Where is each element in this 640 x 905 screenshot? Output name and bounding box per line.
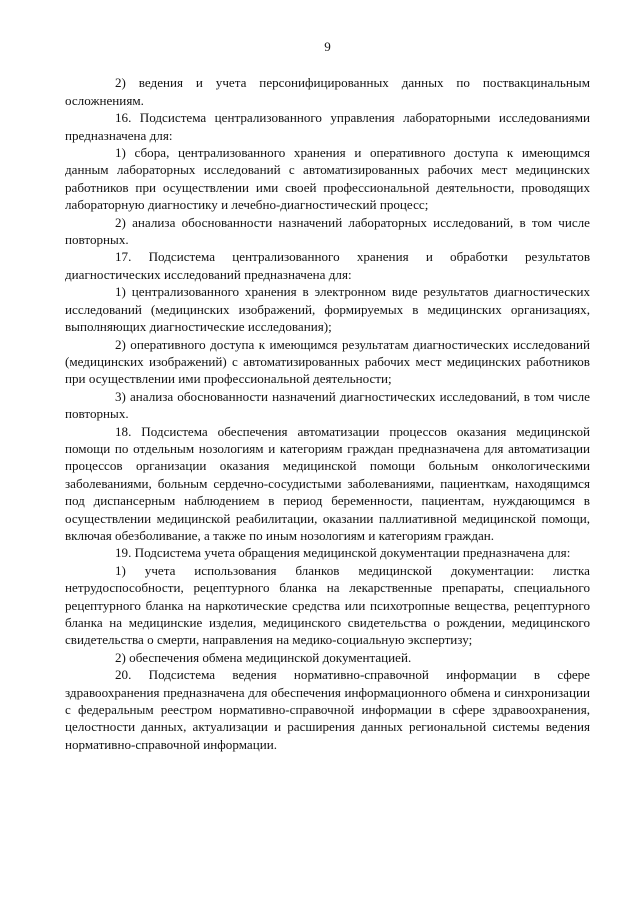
page-number: 9 — [324, 39, 331, 54]
paragraph-section-19-item-2: 2) обеспечения обмена медицинской документацией. — [115, 649, 412, 665]
paragraph-section-16-item-2: 2) анализа обоснованности назначений лабораторных исследований, в том числе повторных. — [65, 214, 590, 248]
paragraph-section-19-item-1: 1) учета использования бланков медицинской документации: листка нетрудоспособности, рецептурного бланка на лекарственные препараты, специального рецептурного бланка на наркотические средства или психотропные вещества, рецептурного бланка на медицинские изделия, медицинского свидетельства о рождении, медицинского свидетельства о смерти, направления на медико-социальную экспертизу; — [65, 562, 590, 648]
paragraph-section-20: 20. Подсистема ведения нормативно-справочной информации в сфере здравоохранения предназначена для обеспечения информационного обмена и синхронизации с федеральным реестром нормативно-справочной информации в сфере здравоохранения, целостности данных, актуализации и расширения данных региональной системы ведения нормативно-справочной информации. — [65, 667, 590, 752]
paragraph-item-2-postvaccination: 2) ведения и учета персонифицированных данных по поствакцинальным осложнениям. — [65, 75, 590, 108]
paragraph-section-19: 19. Подсистема учета обращения медицинской документации предназначена для: — [115, 545, 571, 561]
paragraph-section-17-item-2: 2) оперативного доступа к имеющимся результатам диагностических исследований (медицинских изображений) с автоматизированных рабочих мест медицинских работников при осуществлении ими профессиональной деятельности; — [65, 336, 590, 387]
paragraph-section-16: 16. Подсистема централизованного управления лабораторными исследованиями предназначена для: — [65, 110, 590, 143]
paragraph-section-16-item-1: 1) сбора, централизованного хранения и оперативного доступа к имеющимся данным лабораторных исследований с автоматизированных рабочих мест медицинских работников при осуществлении ими своей профессиональной деятельности, проводящих лабораторную диагностику и лечебно-диагностический процесс; — [65, 145, 590, 213]
paragraph-section-18: 18. Подсистема обеспечения автоматизации процессов оказания медицинской помощи по отдельным нозологиям и категориям граждан предназначена для автоматизации процессов организации оказания медицинской помощи больным онкологическими заболеваниями, больным сердечно-сосудистыми заболеваниями, пациенткам, находящимся под диспансерным наблюдением в период беременности, пациентам, нуждающимся в осуществлении медицинской реабилитации, оказании паллиативной медицинской помощи, включая обезболивание, а также по иным нозологиям и категориям граждан. — [65, 423, 590, 543]
paragraph-section-17: 17. Подсистема централизованного хранения и обработки результатов диагностических исследований предназначена для: — [65, 249, 590, 282]
paragraph-section-17-item-3: 3) анализа обоснованности назначений диагностических исследований, в том числе повторных. — [65, 388, 590, 422]
paragraph-section-17-item-1: 1) централизованного хранения в электронном виде результатов диагностических исследований (медицинских изображений, формируемых в медицинских организациях, выполняющих диагностические исследования); — [65, 284, 590, 335]
